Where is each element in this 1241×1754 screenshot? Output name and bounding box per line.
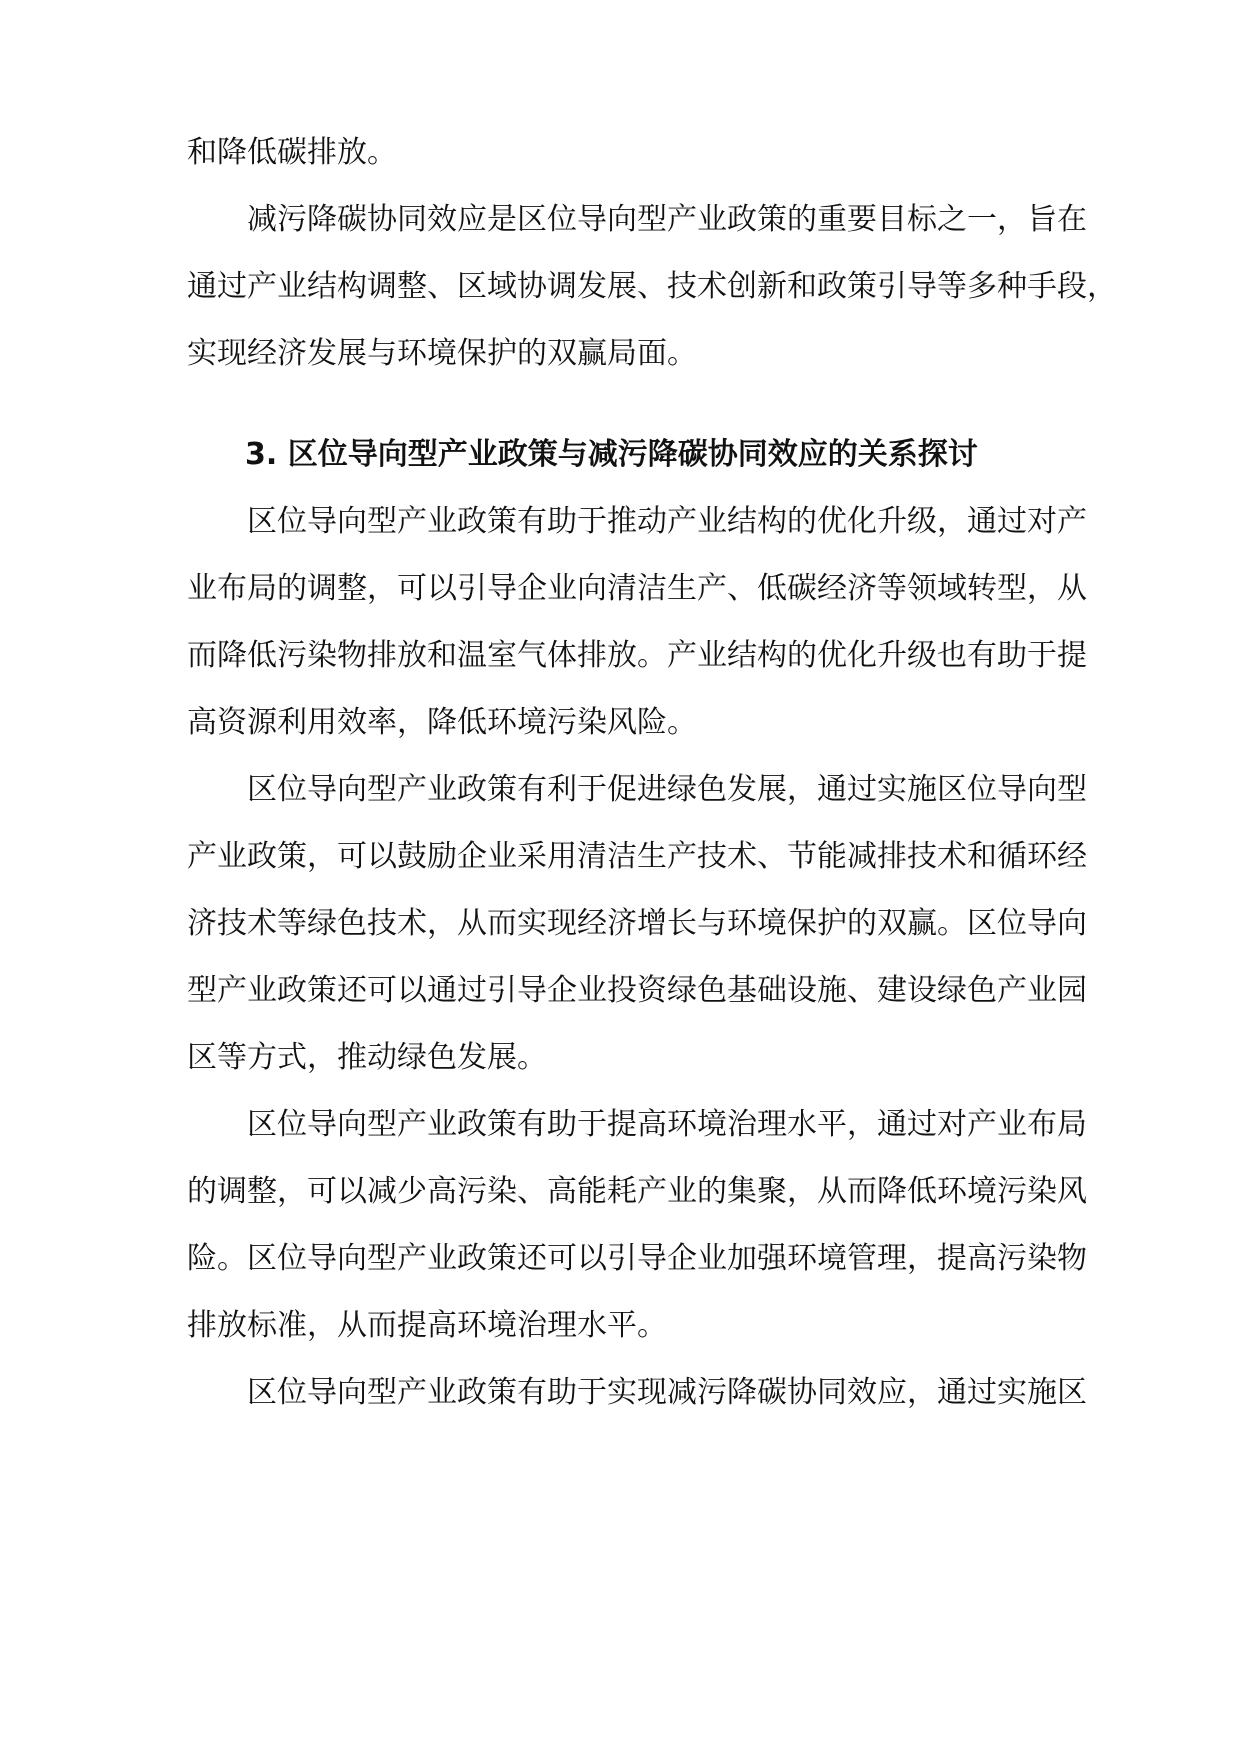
paragraph-line: 险。区位导向型产业政策还可以引导企业加强环境管理，提高污染物: [187, 1241, 1087, 1276]
paragraph-line: 排放标准，从而提高环境治理水平。: [187, 1308, 667, 1343]
paragraph-line: 区位导向型产业政策有利于促进绿色发展，通过实施区位导向型: [247, 772, 1087, 807]
paragraph-line: 而降低污染物排放和温室气体排放。产业结构的优化升级也有助于提: [187, 638, 1087, 673]
paragraph-line: 区位导向型产业政策有助于提高环境治理水平，通过对产业布局: [247, 1107, 1087, 1142]
paragraph-line: 减污降碳协同效应是区位导向型产业政策的重要目标之一，旨在: [247, 202, 1087, 237]
paragraph-line: 区位导向型产业政策有助于实现减污降碳协同效应，通过实施区: [247, 1375, 1087, 1410]
paragraph-line: 业布局的调整，可以引导企业向清洁生产、低碳经济等领域转型，从: [187, 571, 1087, 606]
section-heading: 3. 区位导向型产业政策与减污降碳协同效应的关系探讨: [245, 437, 978, 472]
paragraph-line: 区等方式，推动绿色发展。: [187, 1040, 547, 1075]
paragraph-line: 实现经济发展与环境保护的双赢局面。: [187, 336, 697, 371]
paragraph-line: 通过产业结构调整、区域协调发展、技术创新和政策引导等多种手段，: [187, 269, 1117, 304]
paragraph-line: 区位导向型产业政策有助于推动产业结构的优化升级，通过对产: [247, 504, 1087, 539]
paragraph-line: 型产业政策还可以通过引导企业投资绿色基础设施、建设绿色产业园: [187, 973, 1087, 1008]
paragraph-line: 高资源利用效率，降低环境污染风险。: [187, 705, 697, 740]
paragraph-line: 济技术等绿色技术，从而实现经济增长与环境保护的双赢。区位导向: [187, 906, 1087, 941]
paragraph-line: 的调整，可以减少高污染、高能耗产业的集聚，从而降低环境污染风: [187, 1174, 1087, 1209]
paragraph-line: 产业政策，可以鼓励企业采用清洁生产技术、节能减排技术和循环经: [187, 839, 1087, 874]
paragraph-line: 和降低碳排放。: [187, 135, 397, 170]
